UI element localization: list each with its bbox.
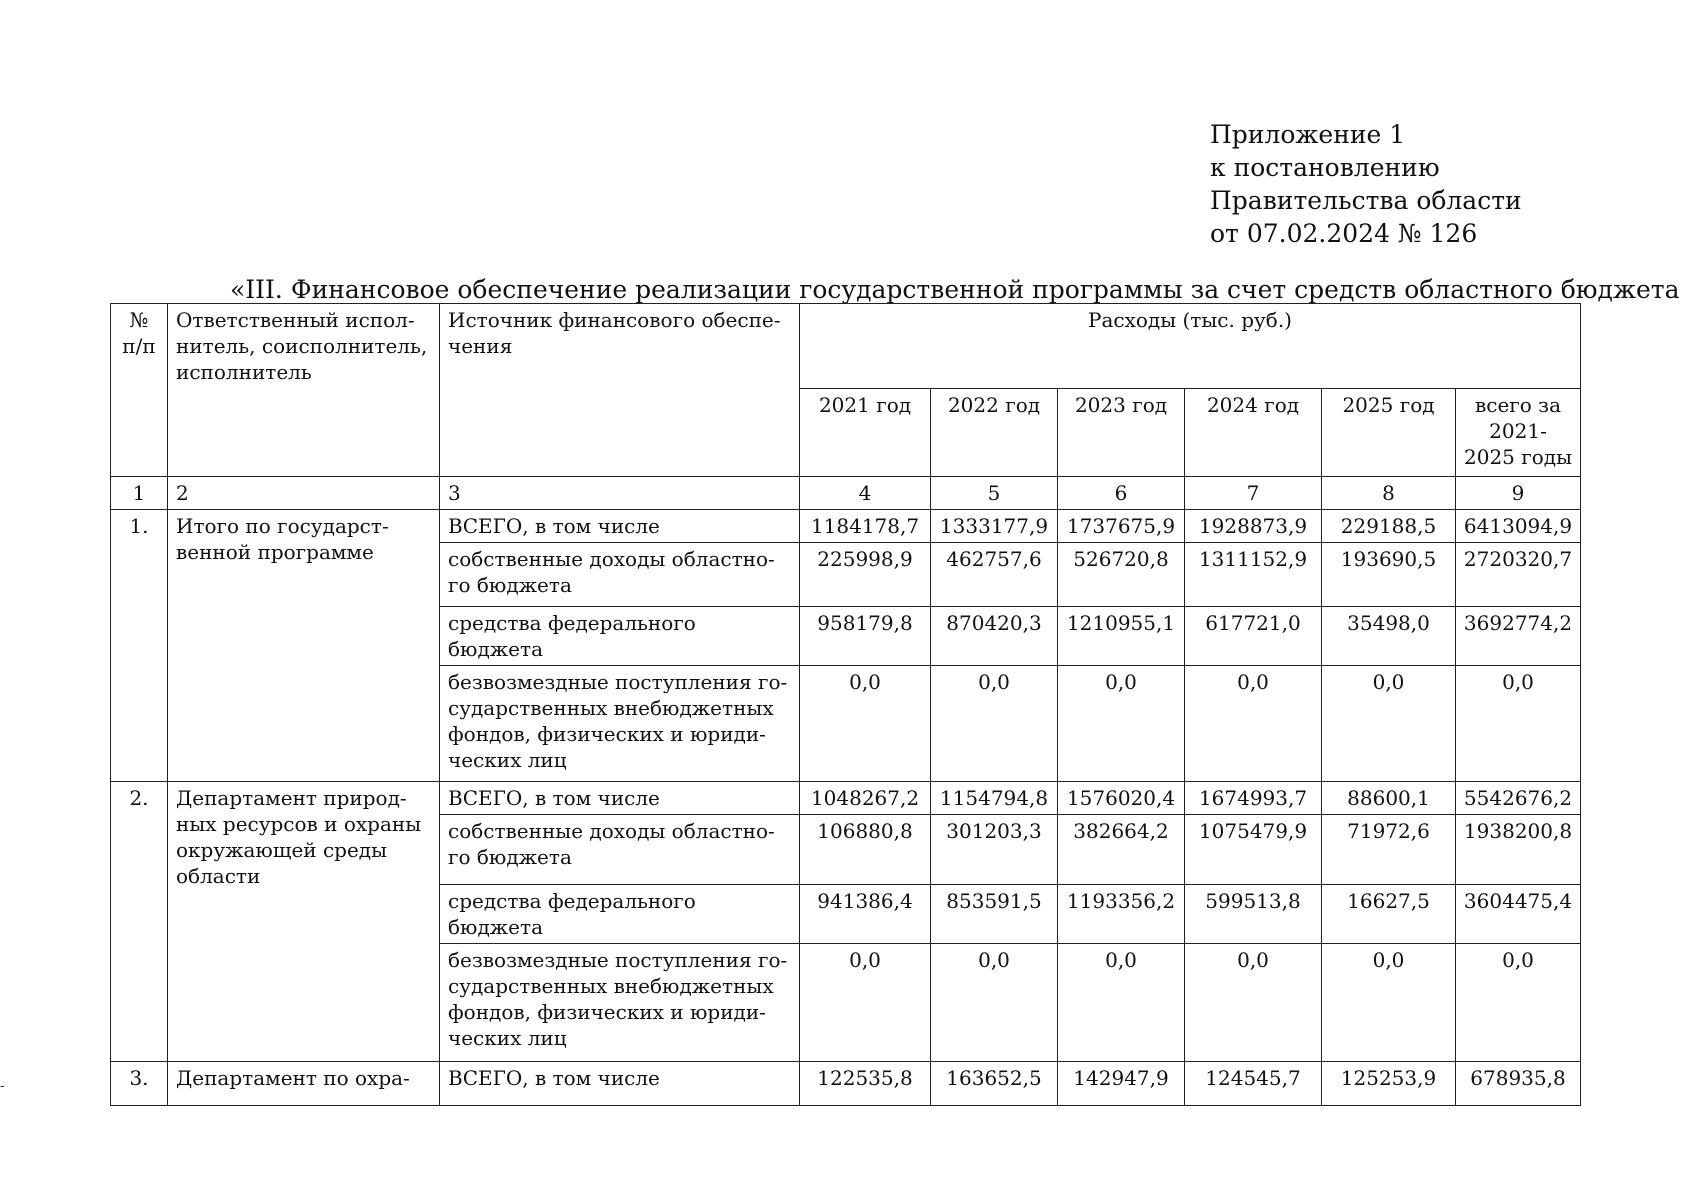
responsible-cell: Итого по государст-венной программе: [168, 509, 440, 781]
value-cell: 1928873,9: [1185, 509, 1322, 542]
column-number: 1: [111, 476, 168, 509]
value-cell: 526720,8: [1058, 542, 1185, 606]
value-cell: 142947,9: [1058, 1061, 1185, 1105]
header-year: 2023 год: [1058, 388, 1185, 476]
value-cell: 106880,8: [800, 814, 931, 884]
margin-mark: -: [0, 1078, 5, 1094]
header-year: 2021 год: [800, 388, 931, 476]
value-cell: 0,0: [1058, 943, 1185, 1061]
header-no: № п/п: [111, 304, 168, 389]
value-cell: 0,0: [1058, 665, 1185, 781]
responsible-cell: Департамент природ-ных ресурсов и охраны окружающей среды области: [168, 781, 440, 1061]
value-cell: 0,0: [1322, 943, 1456, 1061]
value-cell: 229188,5: [1322, 509, 1456, 542]
value-cell: 1576020,4: [1058, 781, 1185, 814]
column-number: 7: [1185, 476, 1322, 509]
source-cell: безвозмездные поступления го-сударственных внебюджетных фондов, физических и юриди-ческих лиц: [440, 665, 800, 781]
value-cell: 3692774,2: [1456, 606, 1581, 665]
value-cell: 1184178,7: [800, 509, 931, 542]
value-cell: 1938200,8: [1456, 814, 1581, 884]
value-cell: 2720320,7: [1456, 542, 1581, 606]
finance-table: [110, 303, 1581, 1106]
header-year: 2024 год: [1185, 388, 1322, 476]
value-cell: 0,0: [1322, 665, 1456, 781]
value-cell: 599513,8: [1185, 884, 1322, 943]
header-year: 2022 год: [931, 388, 1058, 476]
table-row: [111, 509, 1581, 542]
value-cell: 0,0: [1456, 665, 1581, 781]
value-cell: 941386,4: [800, 884, 931, 943]
value-cell: 225998,9: [800, 542, 931, 606]
value-cell: 193690,5: [1322, 542, 1456, 606]
value-cell: 125253,9: [1322, 1061, 1456, 1105]
value-cell: 0,0: [931, 943, 1058, 1061]
value-cell: 1333177,9: [931, 509, 1058, 542]
value-cell: 0,0: [800, 943, 931, 1061]
source-cell: собственные доходы областно-го бюджета: [440, 814, 800, 884]
value-cell: 1154794,8: [931, 781, 1058, 814]
header-responsible: Ответственный испол-нитель, соисполнитель, исполнитель: [168, 304, 440, 389]
appendix-line: Правительства области: [1210, 186, 1522, 215]
table-row: [111, 781, 1581, 814]
value-cell: 122535,8: [800, 1061, 931, 1105]
value-cell: 301203,3: [931, 814, 1058, 884]
value-cell: 853591,5: [931, 884, 1058, 943]
value-cell: 0,0: [1456, 943, 1581, 1061]
value-cell: 382664,2: [1058, 814, 1185, 884]
value-cell: 1193356,2: [1058, 884, 1185, 943]
column-number: 3: [440, 476, 800, 509]
value-cell: 3604475,4: [1456, 884, 1581, 943]
source-cell: собственные доходы областно-го бюджета: [440, 542, 800, 606]
header-expenses: Расходы (тыс. руб.): [800, 304, 1581, 389]
column-number: 8: [1322, 476, 1456, 509]
value-cell: 462757,6: [931, 542, 1058, 606]
column-number: 2: [168, 476, 440, 509]
appendix-line: от 07.02.2024 № 126: [1210, 219, 1478, 248]
value-cell: 870420,3: [931, 606, 1058, 665]
value-cell: 1075479,9: [1185, 814, 1322, 884]
value-cell: 958179,8: [800, 606, 931, 665]
value-cell: 1210955,1: [1058, 606, 1185, 665]
value-cell: 1674993,7: [1185, 781, 1322, 814]
source-cell: ВСЕГО, в том числе: [440, 1061, 800, 1105]
value-cell: 0,0: [1185, 943, 1322, 1061]
appendix-line: к постановлению: [1210, 153, 1440, 182]
row-number: 1.: [111, 509, 168, 781]
value-cell: 1311152,9: [1185, 542, 1322, 606]
value-cell: 617721,0: [1185, 606, 1322, 665]
row-number: 3.: [111, 1061, 168, 1105]
source-cell: безвозмездные поступления го-сударственных внебюджетных фондов, физических и юриди-ческих лиц: [440, 943, 800, 1061]
source-cell: средства федерального бюджета: [440, 606, 800, 665]
source-cell: средства федерального бюджета: [440, 884, 800, 943]
value-cell: 88600,1: [1322, 781, 1456, 814]
value-cell: 1048267,2: [800, 781, 931, 814]
value-cell: 0,0: [1185, 665, 1322, 781]
table-row: [111, 1061, 1581, 1105]
row-number: 2.: [111, 781, 168, 1061]
value-cell: 71972,6: [1322, 814, 1456, 884]
column-number: 4: [800, 476, 931, 509]
value-cell: 16627,5: [1322, 884, 1456, 943]
value-cell: 124545,7: [1185, 1061, 1322, 1105]
appendix-line: Приложение 1: [1210, 120, 1406, 149]
column-number: 5: [931, 476, 1058, 509]
value-cell: 678935,8: [1456, 1061, 1581, 1105]
header-year: 2025 год: [1322, 388, 1456, 476]
value-cell: 0,0: [800, 665, 931, 781]
value-cell: 163652,5: [931, 1061, 1058, 1105]
value-cell: 5542676,2: [1456, 781, 1581, 814]
appendix-block: [1210, 118, 1522, 250]
value-cell: 1737675,9: [1058, 509, 1185, 542]
value-cell: 0,0: [931, 665, 1058, 781]
column-number: 6: [1058, 476, 1185, 509]
value-cell: 35498,0: [1322, 606, 1456, 665]
source-cell: ВСЕГО, в том числе: [440, 509, 800, 542]
header-total: всего за 2021-2025 годы: [1456, 388, 1581, 476]
value-cell: 6413094,9: [1456, 509, 1581, 542]
header-source: Источник финансового обеспе-чения: [440, 304, 800, 389]
responsible-cell: Департамент по охра-: [168, 1061, 440, 1105]
section-heading: «III. Финансовое обеспечение реализации государственной программы за счет средств областного бюджета: [230, 275, 1680, 304]
column-number: 9: [1456, 476, 1581, 509]
source-cell: ВСЕГО, в том числе: [440, 781, 800, 814]
